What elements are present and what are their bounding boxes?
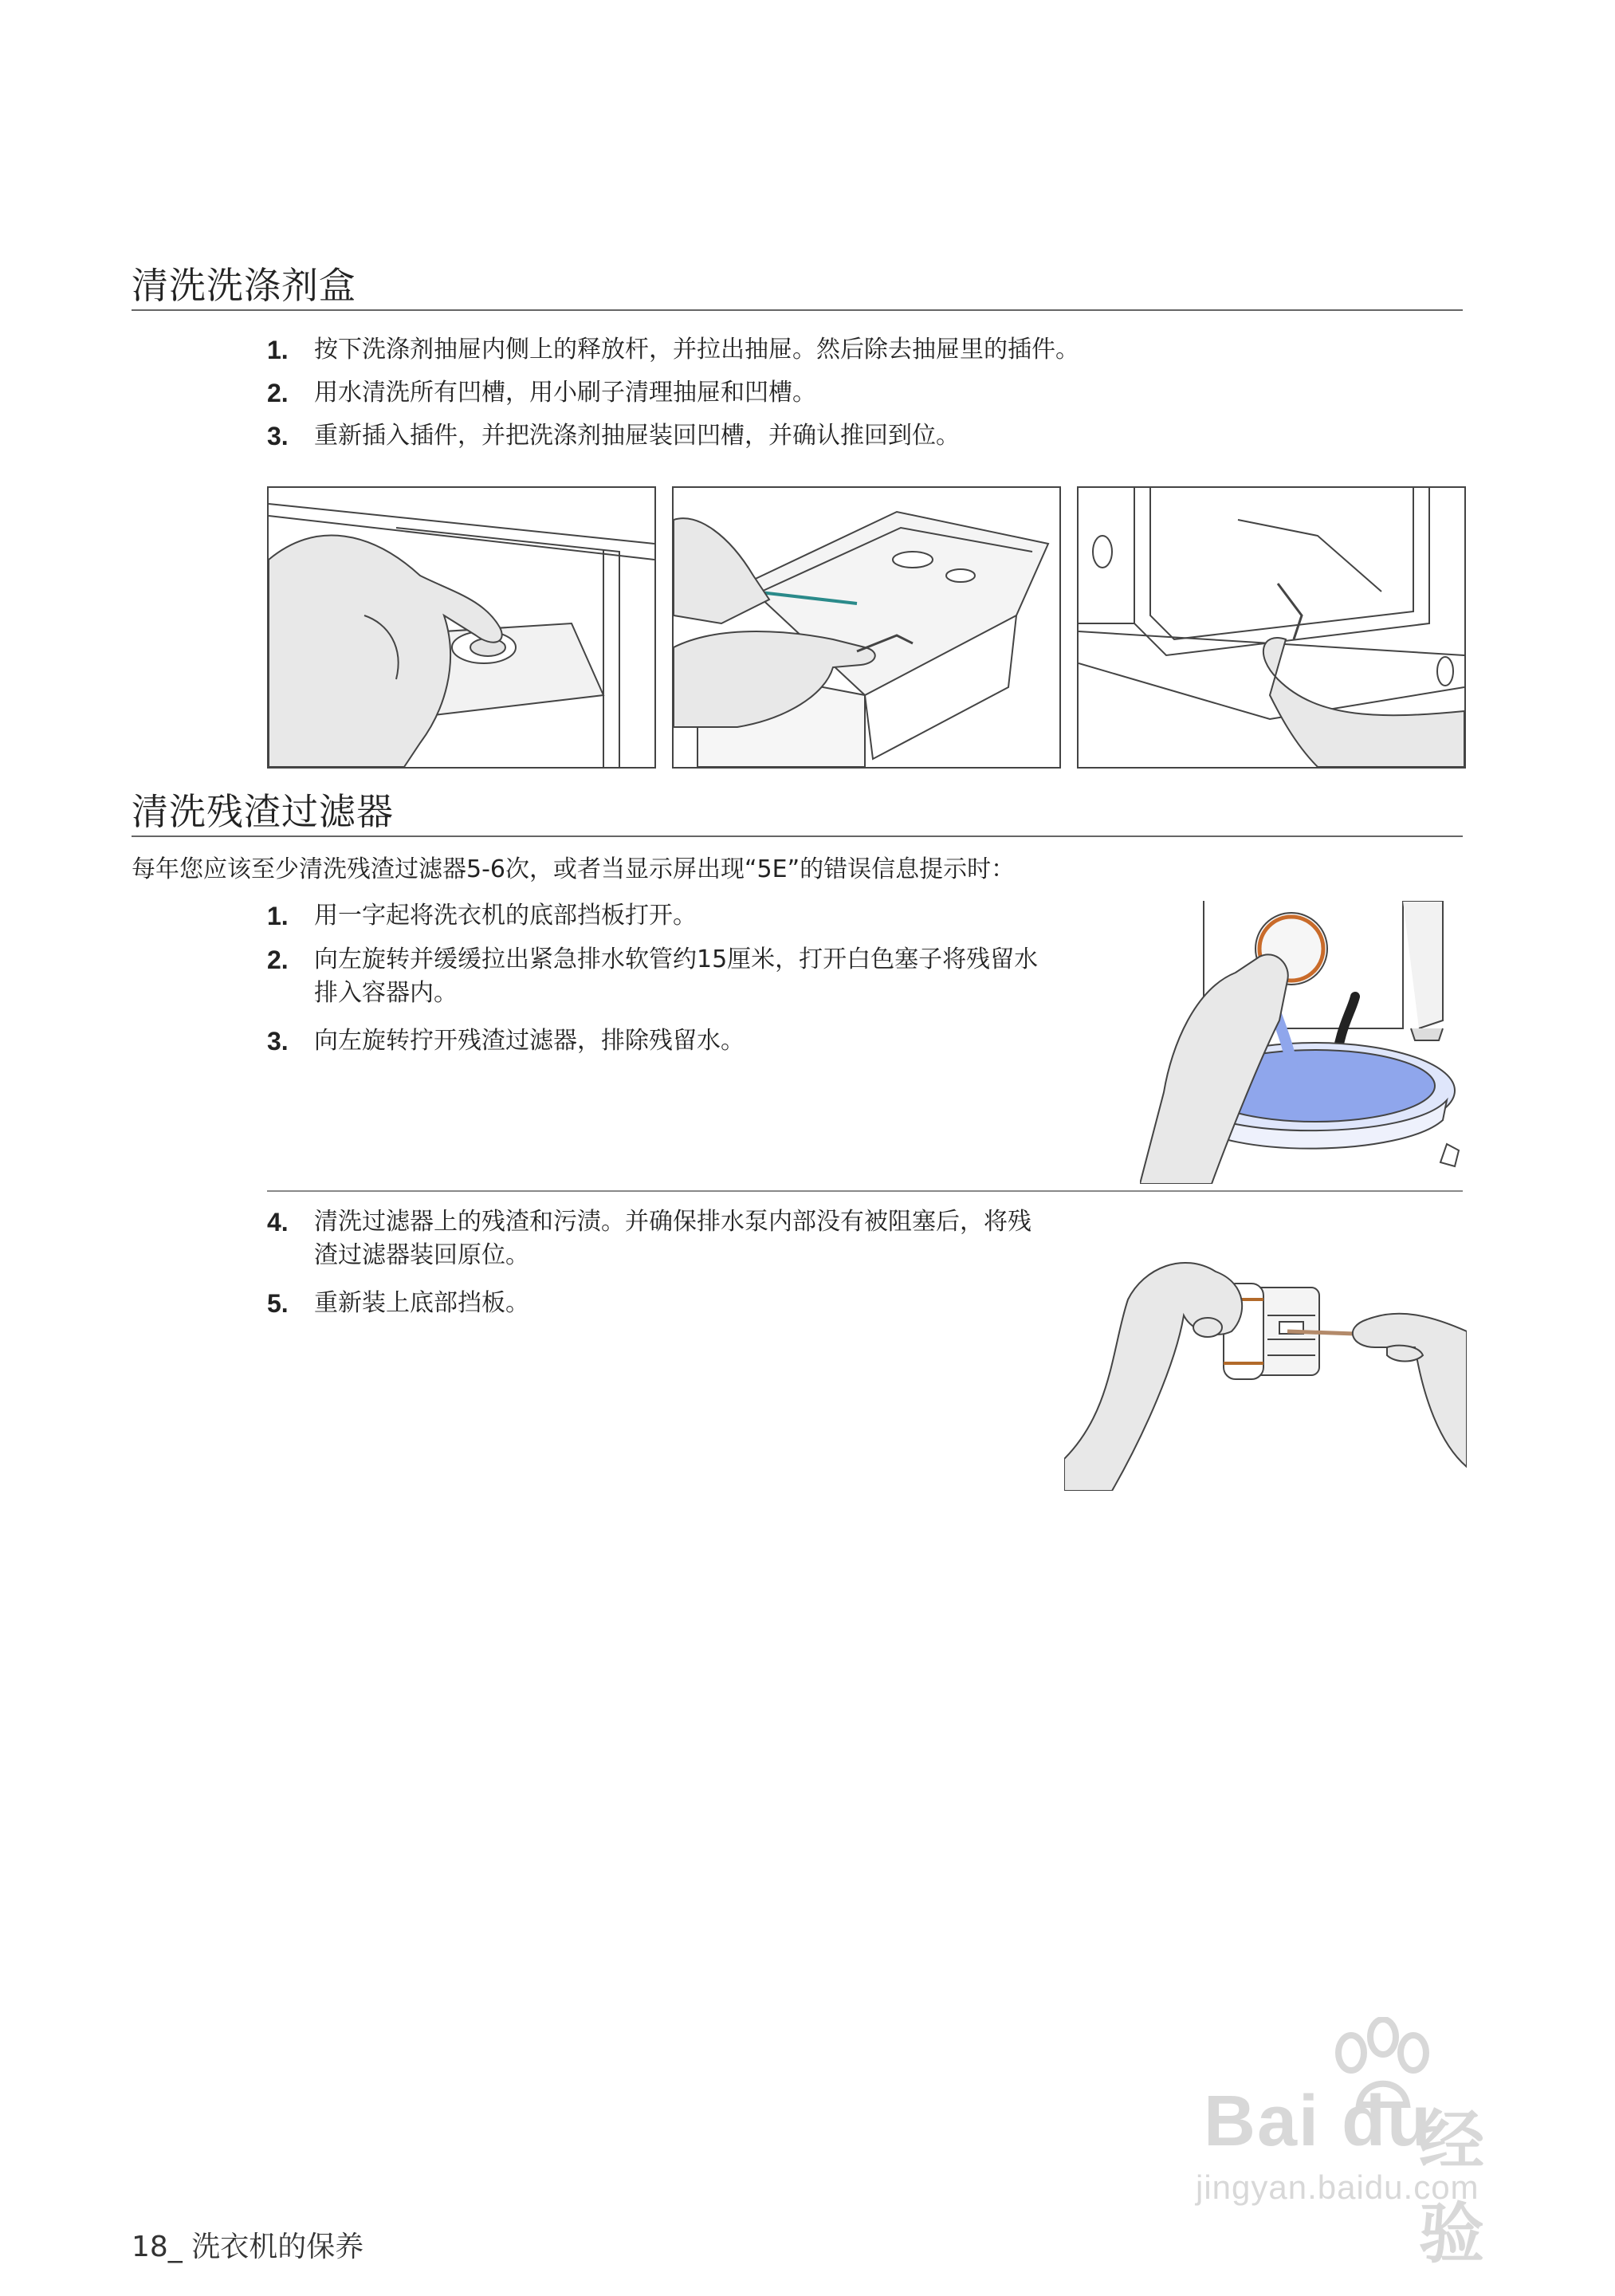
watermark xyxy=(1148,2049,1523,2272)
watermark-url: jingyan.baidu.com xyxy=(1196,2168,1479,2206)
figure-brush-drawer xyxy=(672,486,1061,769)
section-title-filter: 清洗残渣过滤器 xyxy=(132,789,1463,837)
step-number: 2. xyxy=(267,946,289,974)
step-number: 3. xyxy=(267,1027,289,1056)
watermark-brand: Bai du xyxy=(1204,2082,1433,2161)
figure-clean-filter xyxy=(1064,1252,1467,1491)
step-number: 1. xyxy=(267,902,289,930)
intro-text: 每年您应该至少清洗残渣过滤器5-6次，或者当显示屏出现“5E”的错误信息提示时： xyxy=(132,855,1016,883)
figure-release-lever xyxy=(267,486,656,769)
step-number: 1. xyxy=(267,336,289,364)
step-text: 按下洗涤剂抽屉内侧上的释放杆，并拉出抽屉。然后除去抽屉里的插件。 xyxy=(314,336,1079,364)
step-text: 重新装上底部挡板。 xyxy=(314,1289,529,1317)
figure-drain-water xyxy=(1140,901,1467,1184)
step-text: 用水清洗所有凹槽，用小刷子清理抽屉和凹槽。 xyxy=(314,379,816,407)
section-title-detergent: 清洗洗涤剂盒 xyxy=(132,263,1463,311)
step-text: 向左旋转拧开残渣过滤器，排除残留水。 xyxy=(314,1027,745,1055)
page-footer: 18_ 洗衣机的保养 xyxy=(132,2231,364,2263)
figure-insert-cavity xyxy=(1077,486,1466,769)
step-number: 2. xyxy=(267,379,289,407)
step-text: 向左旋转并缓缓拉出紧急排水软管约15厘米，打开白色塞子将残留水排入容器内。 xyxy=(314,946,1039,1007)
step-number: 4. xyxy=(267,1208,289,1236)
step-text: 用一字起将洗衣机的底部挡板打开。 xyxy=(314,902,697,930)
step-text: 重新插入插件，并把洗涤剂抽屉装回凹槽，并确认推回到位。 xyxy=(314,422,960,450)
watermark-cn: 经验 xyxy=(1419,2103,1485,2272)
step-number: 3. xyxy=(267,422,289,450)
step-text: 清洗过滤器上的残渣和污渍。并确保排水泵内部没有被阻塞后，将残渣过滤器装回原位。 xyxy=(314,1208,1031,1269)
divider xyxy=(267,1190,1463,1192)
step-number: 5. xyxy=(267,1289,289,1318)
